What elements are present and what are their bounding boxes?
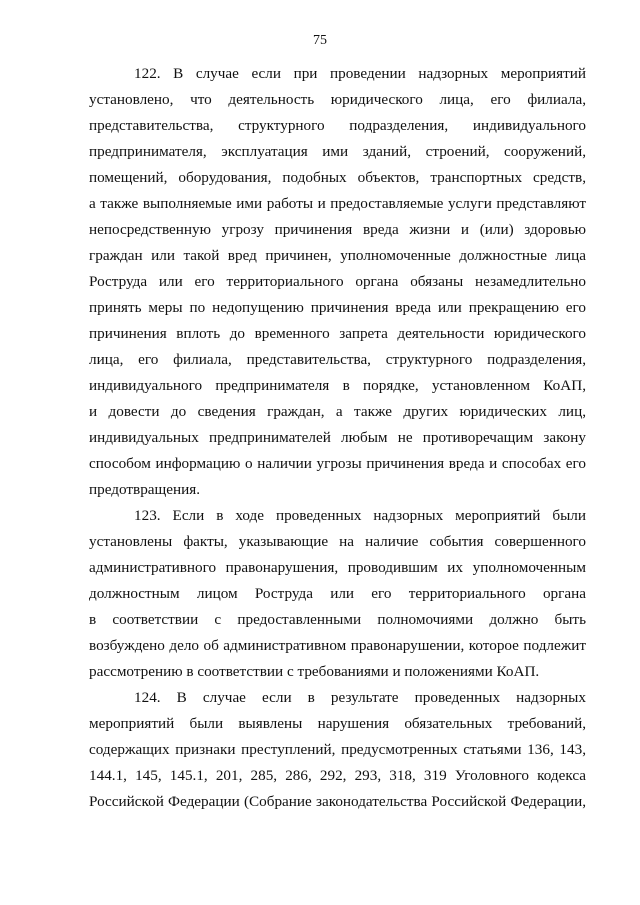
- paragraph-124: [89, 685, 586, 815]
- text-line: установлены факты, указывающие на наличие события совершенного: [89, 533, 586, 550]
- document-body: [89, 61, 586, 815]
- page-number: 75: [313, 33, 327, 48]
- text-line: в соответствии с предоставленными полномочиями должно быть: [89, 611, 586, 628]
- text-line: лица, его филиала, представительства, структурного подразделения,: [89, 351, 586, 368]
- text-line: должностным лицом Роструда или его территориального органа: [89, 585, 586, 602]
- text-line: принять меры по недопущению причинения вреда или прекращению его: [89, 299, 586, 316]
- text-line: Роструда или его территориального органа обязаны незамедлительно: [89, 273, 586, 290]
- paragraph-122: [89, 61, 586, 503]
- text-line: способом информацию о наличии угрозы причинения вреда и способах его: [89, 455, 586, 472]
- text-line: помещений, оборудования, подобных объектов, транспортных средств,: [89, 169, 586, 186]
- text-line: установлено, что деятельность юридического лица, его филиала,: [89, 91, 586, 108]
- text-line: а также выполняемые ими работы и предоставляемые услуги представляют: [89, 195, 586, 212]
- text-line: возбуждено дело об административном правонарушении, которое подлежит: [89, 637, 586, 654]
- text-line: 124. В случае если в результате проведенных надзорных: [134, 689, 586, 706]
- text-line: административного правонарушения, проводившим их уполномоченным: [89, 559, 586, 576]
- text-line: граждан или такой вред причинен, уполномоченные должностные лица: [89, 247, 586, 264]
- text-line: предпринимателя, эксплуатация ими зданий, строений, сооружений,: [89, 143, 586, 160]
- text-line: 144.1, 145, 145.1, 201, 285, 286, 292, 293, 318, 319 Уголовного кодекса: [89, 767, 586, 784]
- text-line: представительства, структурного подразделения, индивидуального: [89, 117, 586, 134]
- text-line: и довести до сведения граждан, а также других юридических лиц,: [89, 403, 586, 420]
- text-line: причинения вплоть до временного запрета деятельности юридического: [89, 325, 586, 342]
- paragraph-123: [89, 503, 586, 685]
- text-line: 123. Если в ходе проведенных надзорных мероприятий были: [134, 507, 586, 524]
- text-line: Российской Федерации (Собрание законодательства Российской Федерации,: [89, 793, 586, 810]
- text-line: индивидуальных предпринимателей любым не противоречащим закону: [89, 429, 586, 446]
- text-line: непосредственную угрозу причинения вреда жизни и (или) здоровью: [89, 221, 586, 238]
- text-line: 122. В случае если при проведении надзорных мероприятий: [134, 65, 586, 82]
- text-line: мероприятий были выявлены нарушения обязательных требований,: [89, 715, 586, 732]
- text-line: рассмотрению в соответствии с требованиями и положениями КоАП.: [89, 663, 540, 680]
- text-line: содержащих признаки преступлений, предусмотренных статьями 136, 143,: [89, 741, 586, 758]
- text-line: индивидуального предпринимателя в порядке, установленном КоАП,: [89, 377, 586, 394]
- text-line: предотвращения.: [89, 481, 200, 498]
